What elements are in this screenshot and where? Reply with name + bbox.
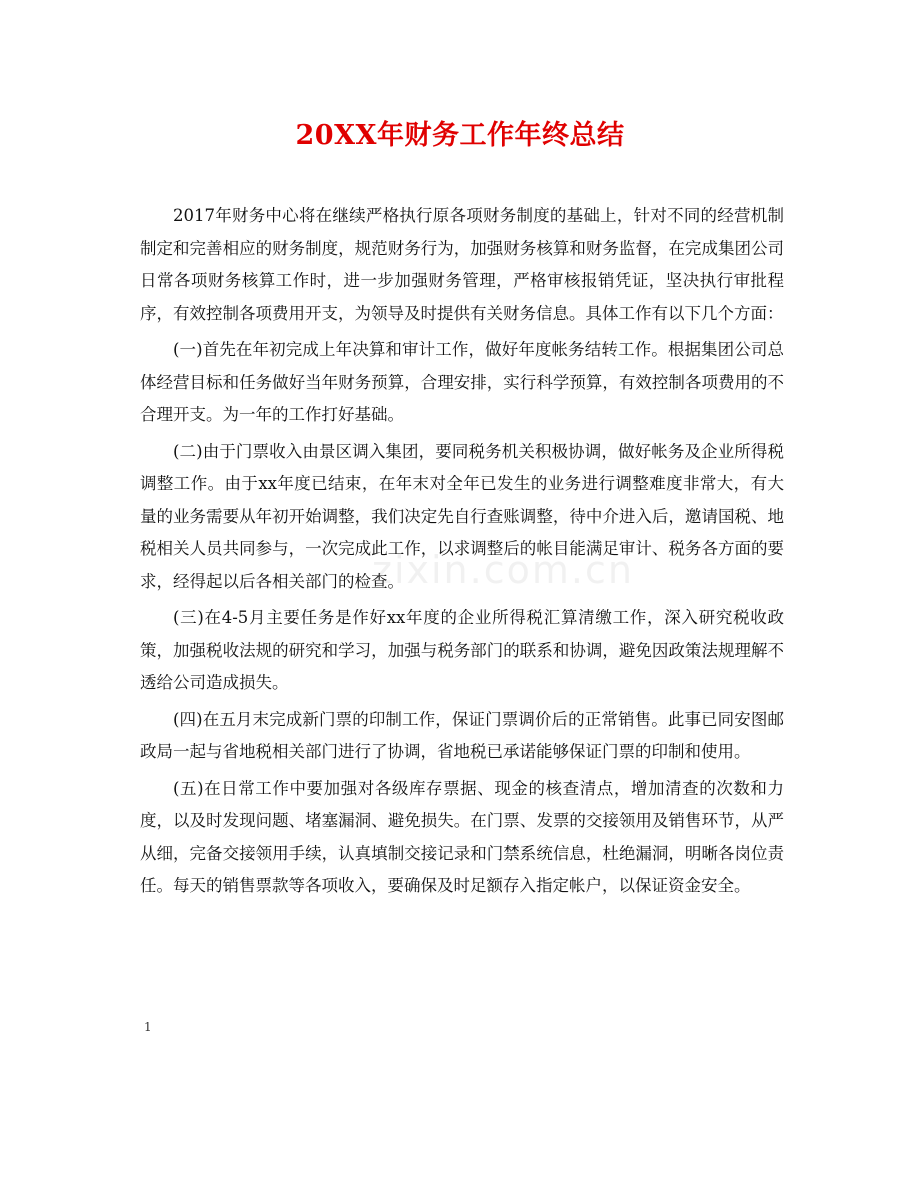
intro-paragraph: 2017年财务中心将在继续严格执行原各项财务制度的基础上，针对不同的经营机制制定和完善相应的财务制度，规范财务行为，加强财务核算和财务监督，在完成集团公司日常各项财务核算工作时，进一步加强财务管理，严格审核报销凭证，坚决执行审批程序，有效控制各项费用开支，为领导及时提供有关财务信息。具体工作有以下几个方面： <box>140 206 784 323</box>
paragraph-item-2: (二)由于门票收入由景区调入集团，要同税务机关积极协调，做好帐务及企业所得税调整工作。由于xx年度已结束，在年末对全年已发生的业务进行调整难度非常大，有大量的业务需要从年初开始调整，我们决定先自行查账调整，待中介进入后，邀请国税、地税相关人员共同参与，一次完成此工作，以求调整后的帐目能满足审计、税务各方面的要求，经得起以后各相关部门的检查。 <box>140 441 784 591</box>
paragraph-item-3: (三)在4-5月主要任务是作好xx年度的企业所得税汇算清缴工作，深入研究税收政策，加强税收法规的研究和学习，加强与税务部门的联系和协调，避免因政策法规理解不透给公司造成损失。 <box>140 608 784 692</box>
paragraph-item-1: (一)首先在年初完成上年决算和审计工作，做好年度帐务结转工作。根据集团公司总体经营目标和任务做好当年财务预算，合理安排，实行科学预算，有效控制各项费用的不合理开支。为一年的工作打好基础。 <box>140 340 784 424</box>
paragraph-item-4: (四)在五月末完成新门票的印制工作，保证门票调价后的正常销售。此事已同安图邮政局一起与省地税相关部门进行了协调，省地税已承诺能够保证门票的印制和使用。 <box>140 709 784 761</box>
paragraph-item-5: (五)在日常工作中要加强对各级库存票据、现金的核查清点，增加清查的次数和力度，以及时发现问题、堵塞漏洞、避免损失。在门票、发票的交接领用及销售环节，从严从细，完备交接领用手续，认真填制交接记录和门禁系统信息，杜绝漏洞，明晰各岗位责任。每天的销售票款等各项收入，要确保及时足额存入指定帐户，以保证资金安全。 <box>140 778 784 895</box>
page-number: 1 <box>144 1020 152 1034</box>
watermark-text: zixin.com.cn <box>372 548 634 592</box>
document-title: 20XX年财务工作年终总结 <box>295 120 625 151</box>
